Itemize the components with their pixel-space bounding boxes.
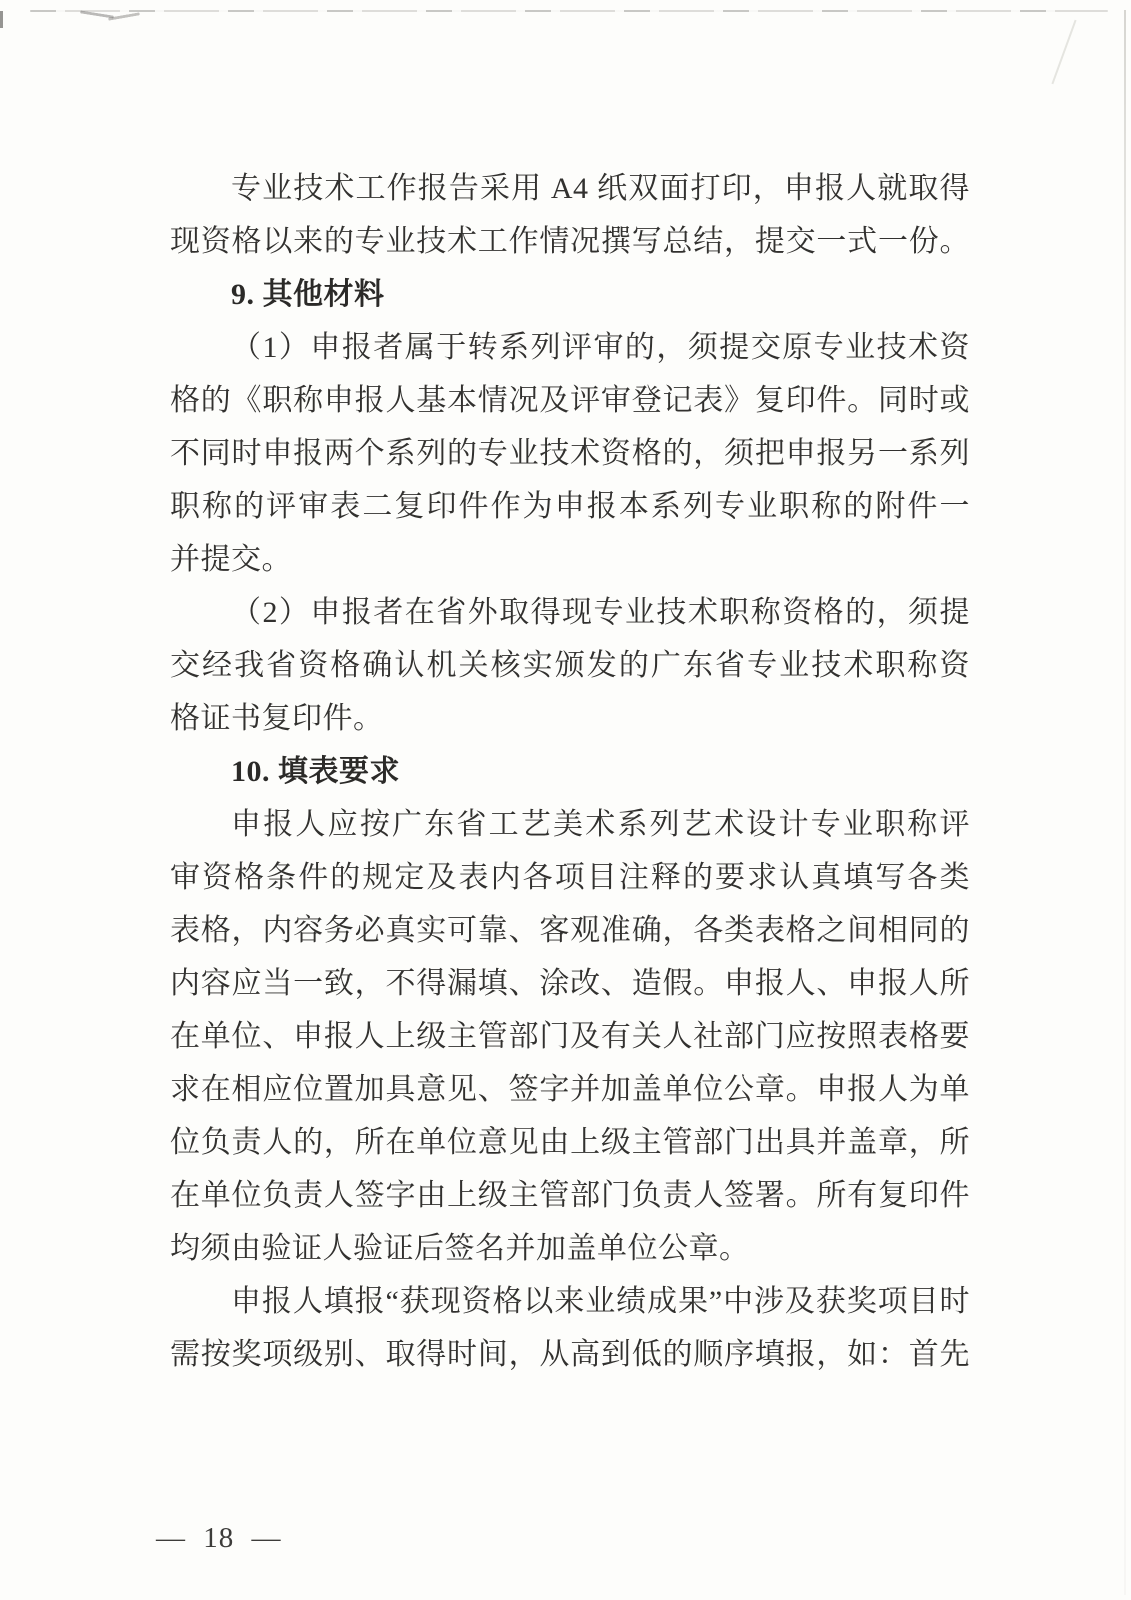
body-line: 交经我省资格确认机关核实颁发的广东省专业技术职称资 [170,649,970,682]
scan-artifact-corner-mark [1051,20,1076,85]
scan-artifact-left-tick [0,11,3,28]
body-line: （1）申报者属于转系列评审的，须提交原专业技术资 [231,331,970,364]
body-line: 需按奖项级别、取得时间，从高到低的顺序填报，如：首先 [170,1338,970,1371]
scan-artifact-page-edge [1124,10,1126,1595]
body-line: 审资格条件的规定及表内各项目注释的要求认真填写各类 [170,861,970,894]
body-line: 格的《职称申报人基本情况及评审登记表》复印件。同时或 [170,384,970,417]
body-line: 位负责人的，所在单位意见由上级主管部门出具并盖章，所 [170,1126,970,1159]
body-line: 专业技术工作报告采用 A4 纸双面打印，申报人就取得 [231,172,970,205]
section-heading-10: 10. 填表要求 [231,755,400,788]
body-line: 求在相应位置加具意见、签字并加盖单位公章。申报人为单 [170,1073,970,1106]
body-line: 申报人填报“获现资格以来业绩成果”中涉及获奖项目时 [231,1285,970,1318]
page-number: — 18 — [156,1522,282,1554]
body-line: 在单位负责人签字由上级主管部门负责人签署。所有复印件 [170,1179,970,1212]
section-heading-9: 9. 其他材料 [231,278,385,311]
scan-artifact-top-line [30,10,1108,12]
body-line: 格证书复印件。 [170,702,384,735]
body-line: 现资格以来的专业技术工作情况撰写总结，提交一式一份。 [170,225,970,258]
body-line: 不同时申报两个系列的专业技术资格的，须把申报另一系列 [170,437,970,470]
body-line: 职称的评审表二复印件作为申报本系列专业职称的附件一 [170,490,970,523]
body-line: 申报人应按广东省工艺美术系列艺术设计专业职称评 [231,808,970,841]
body-line: 在单位、申报人上级主管部门及有关人社部门应按照表格要 [170,1020,970,1053]
body-line: 并提交。 [170,543,292,576]
body-line: 均须由验证人验证后签名并加盖单位公章。 [170,1232,750,1265]
body-line: 表格，内容务必真实可靠、客观准确，各类表格之间相同的 [170,914,970,947]
scan-artifact-squiggle [108,12,140,21]
body-line: 内容应当一致，不得漏填、涂改、造假。申报人、申报人所 [170,967,970,1000]
document-body [170,162,970,1381]
body-line: （2）申报者在省外取得现专业技术职称资格的，须提 [231,596,970,629]
